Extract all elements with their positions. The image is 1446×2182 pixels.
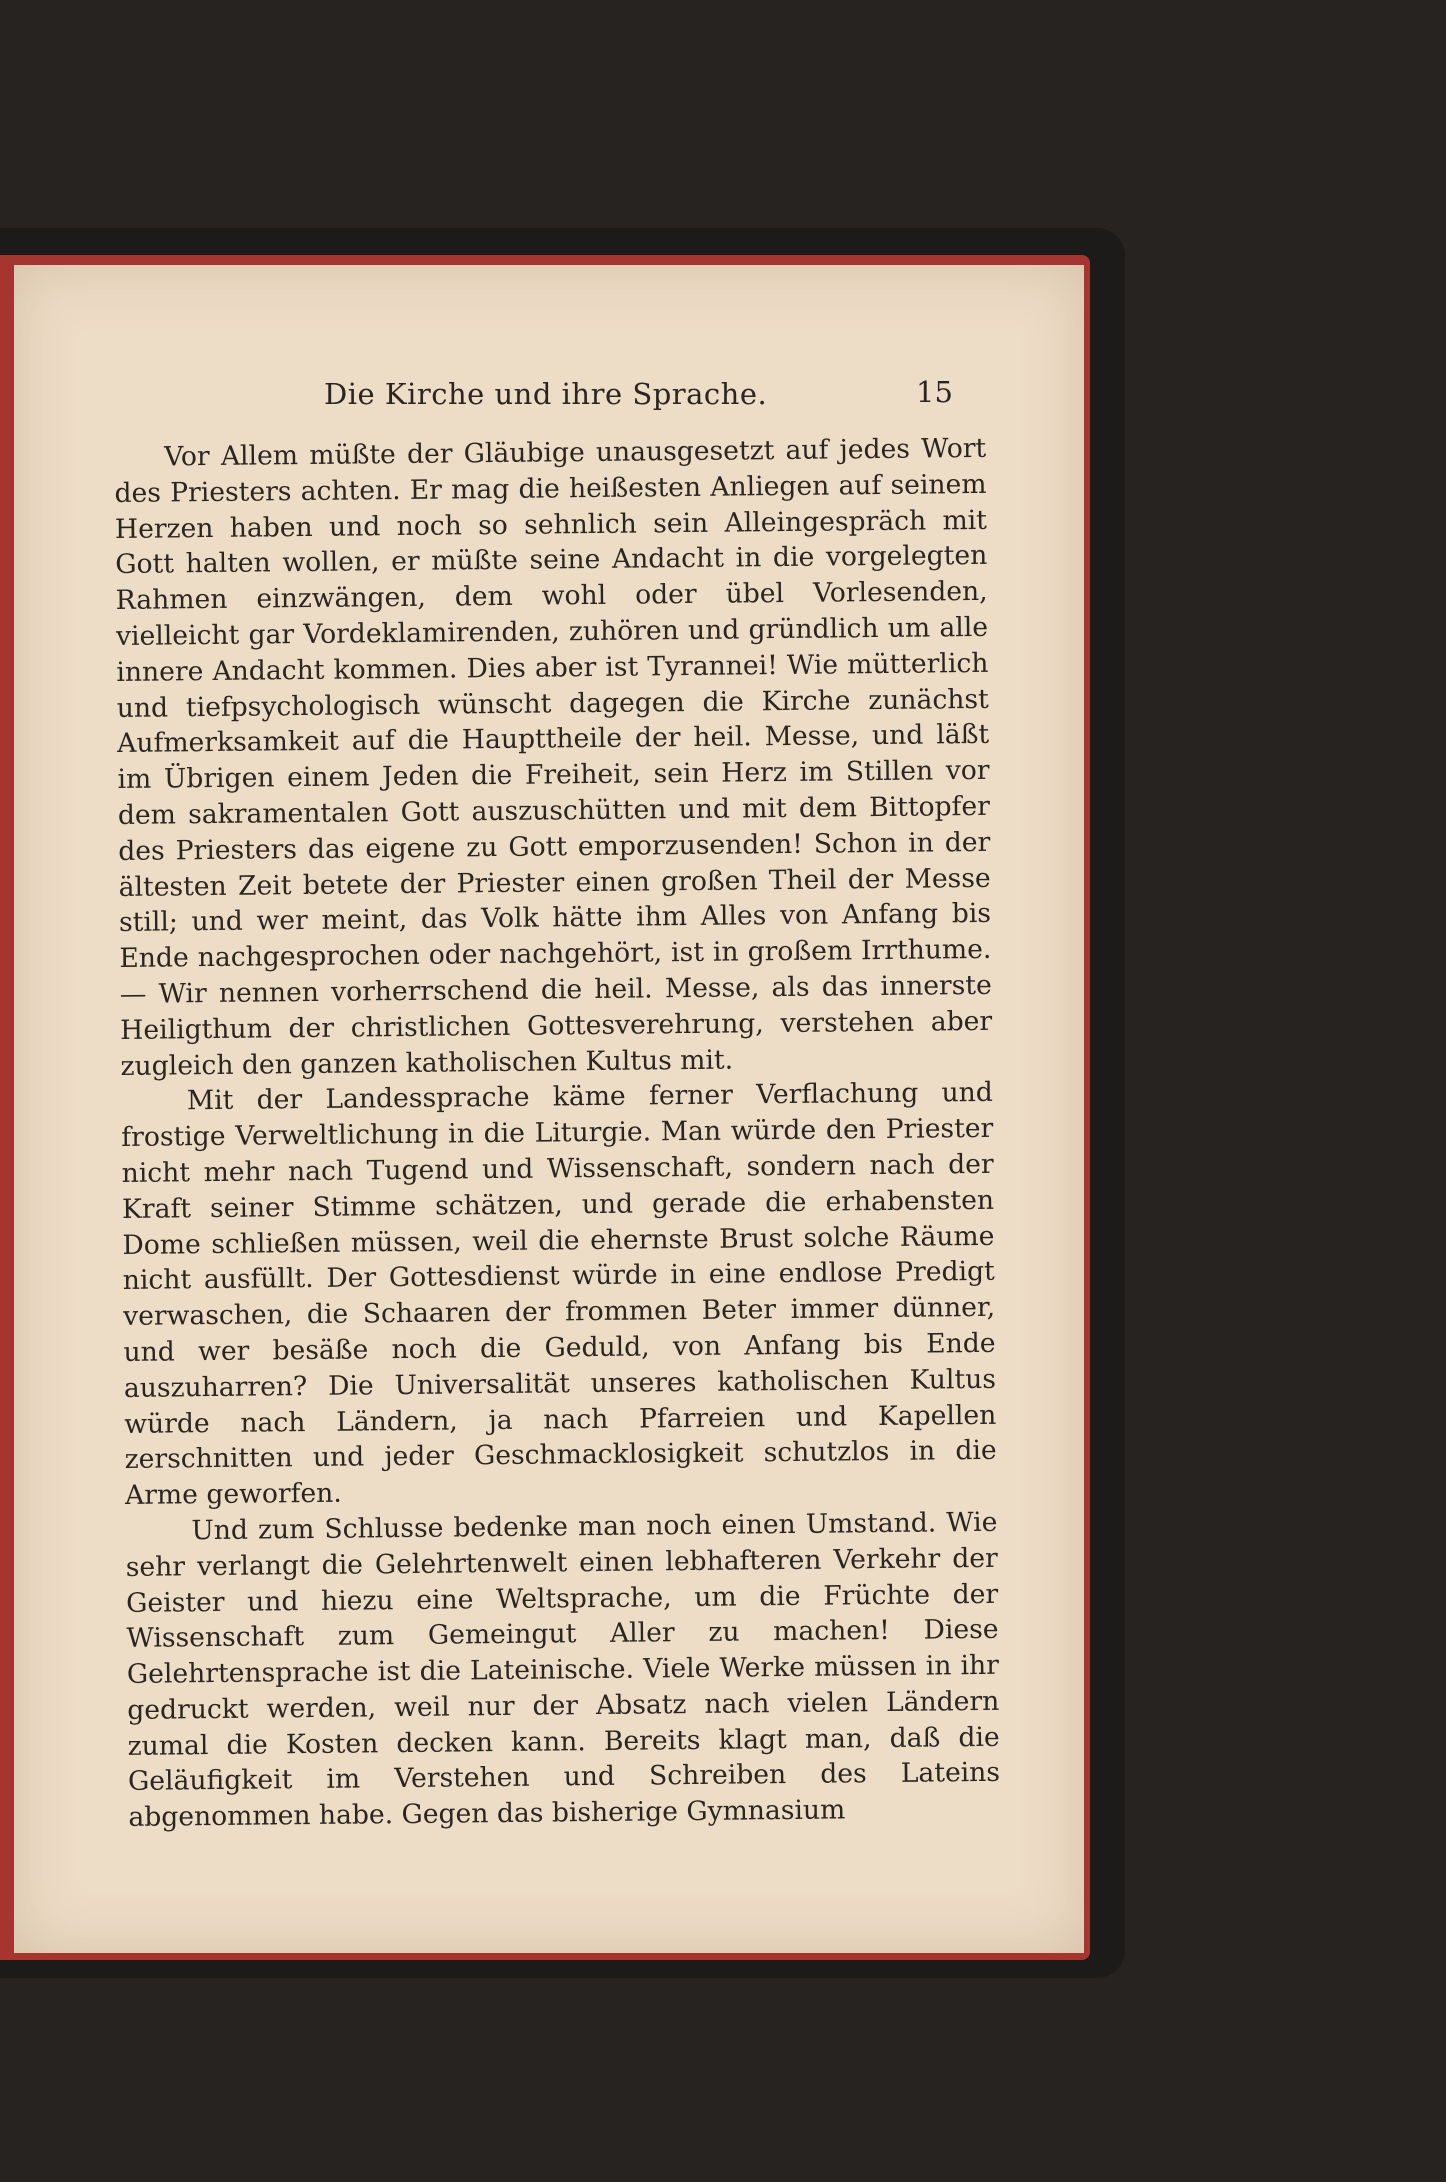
book-page [14,265,1084,1953]
paragraph-1: Vor Allem müßte der Gläubige unausgesetzt auf jedes Wort des Priesters achten. Er mag die heißesten Anliegen auf seinem Herzen haben und noch so sehnlich sein Alleingespräch mit Gott halten wollen, er müßte seine Andacht in die vorgelegten Rahmen einzwängen, dem wohl oder übel Vorlesenden, vielleicht gar Vordeklamirenden, zuhören und gründlich um alle innere Andacht kommen. Dies aber ist Tyrannei! Wie mütterlich und tiefpsychologisch wünscht dagegen die Kirche zunächst Aufmerksamkeit auf die Haupttheile der heil. Messe, und läßt im Übrigen einem Jeden die Freiheit, sein Herz im Stillen vor dem sakramentalen Gott auszuschütten und mit dem Bittopfer des Priesters das eigene zu Gott emporzusenden! Schon in der ältesten Zeit betete der Priester einen großen Theil der Messe still; und wer meint, das Volk hätte ihm Alles von Anfang bis Ende nachgesprochen oder nachgehört, ist in großem Irrthume. — Wir nennen vorherrschend die heil. Messe, als das innerste Heiligthum der christlichen Gottesverehrung, verstehen aber zugleich den ganzen katholischen Kultus mit. [114,432,993,1082]
paragraph-2: Mit der Landessprache käme ferner Verflachung und frostige Verweltlichung in die Liturgie. Man würde den Priester nicht mehr nach Tugend und Wissenschaft, sondern nach der Kraft seiner Stimme schätzen, und gerade die erhabensten Dome schließen müssen, weil die ehernste Brust solche Räume nicht ausfüllt. Der Gottesdienst würde in eine endlose Predigt verwaschen, die Schaaren der frommen Beter immer dünner, und wer besäße noch die Geduld, von Anfang bis Ende auszuharren? Die Universalität unseres katholischen Kultus würde nach Ländern, ja nach Pfarreien und Kapellen zerschnitten und jeder Geschmacklosigkeit schutzlos in die Arme geworfen. [121,1077,997,1512]
running-head: Die Kirche und ihre Sprache. [324,377,768,411]
page-number: 15 [916,375,953,409]
body-text [114,431,1001,1836]
paragraph-3: Und zum Schlusse bedenke man noch einen Umstand. Wie sehr verlangt die Gelehrtenwelt einen lebhafteren Verkehr der Geister und hiezu eine Weltsprache, um die Früchte der Wissenschaft zum Gemeingut Aller zu machen! Diese Gelehrtensprache ist die Lateinische. Viele Werke müssen in ihr gedruckt werden, weil nur der Absatz nach vielen Ländern zumal die Kosten decken kann. Bereits klagt man, daß die Geläufigkeit im Verstehen und Schreiben des Lateins abgenommen habe. Gegen das bisherige Gymnasium [125,1506,1001,1834]
